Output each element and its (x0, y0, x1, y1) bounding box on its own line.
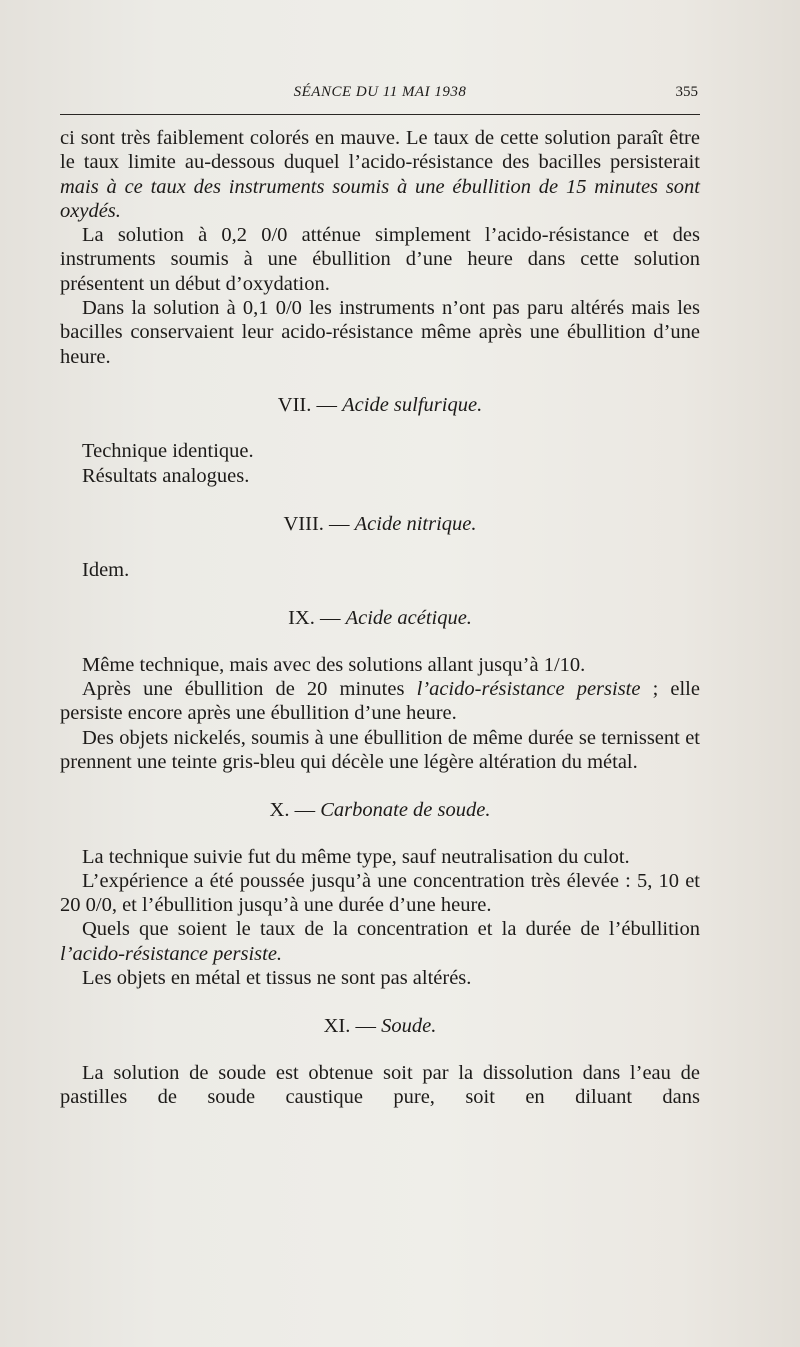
paragraph (60, 917, 700, 966)
section-title: Acide nitrique. (354, 512, 477, 535)
section-number: IX. — (288, 607, 346, 630)
paragraph: L’expérience a été poussée jusqu’à une concentration très élevée : 5, 10 et 20 0/0, et l’ébullition jusqu’à une durée d’une heure. (60, 869, 700, 917)
header-rule (60, 114, 700, 115)
paragraph: Idem. (82, 559, 130, 582)
paragraph-italic-text: l’acido-résistance persiste. (60, 942, 283, 965)
paragraph-text: ; elle persiste encore après une ébullition d’une heure. (60, 678, 700, 725)
section-heading-x (60, 798, 700, 822)
section-heading-viii (60, 512, 700, 536)
paragraph: Même technique, mais avec des solutions allant jusqu’à 1/10. (82, 653, 586, 676)
section-heading-ix (60, 606, 700, 630)
section-title: Soude. (381, 1015, 437, 1038)
paragraph: Technique identique. (82, 440, 254, 463)
section-heading-vii (60, 393, 700, 417)
paragraph: Des objets nickelés, soumis à une ébullition de même durée se ternissent et prennent une teinte gris-bleu qui décèle une légère altération du métal. (60, 726, 700, 773)
paragraph-text: Après une ébullition de 20 minutes (82, 678, 417, 701)
section-number: XI. — (323, 1015, 382, 1038)
paragraph: La solution de soude est obtenue soit par la dissolution dans l’eau de pastilles de soude caustique pure, soit en diluant dans (60, 1061, 700, 1108)
section-title: Acide acétique. (345, 607, 472, 630)
section-heading-xi (60, 1014, 700, 1038)
section-number: VII. — (277, 393, 343, 416)
paragraph: La solution à 0,2 0/0 atténue simplement l’acido-résistance et des instruments soumis à une ébullition d’une heure dans cette solution présentent un début d’oxydation. (60, 224, 700, 295)
section-number: VIII. — (283, 512, 355, 535)
running-header (60, 82, 700, 108)
paragraph (60, 677, 700, 726)
paragraph-continuation (60, 126, 700, 223)
running-title: SÉANCE DU 11 MAI 1938 (293, 84, 467, 100)
paragraph: La technique suivie fut du même type, sauf neutralisation du culot. (82, 845, 630, 868)
paragraph: Résultats analogues. (82, 464, 250, 487)
paragraph-text: Quels que soient le taux de la concentration et la durée de l’ébullition (82, 918, 700, 941)
section-number: X. — (269, 799, 321, 822)
page-body (60, 126, 700, 1109)
paragraph-text: ci sont très faiblement colorés en mauve. Le taux de cette solution paraît être le taux limite au-dessous duquel l’acido-résistance des bacilles persisterait (60, 127, 700, 174)
section-title: Acide sulfurique. (342, 393, 483, 416)
paragraph: Dans la solution à 0,1 0/0 les instruments n’ont pas paru altérés mais les bacilles conservaient leur acido-résistance même après une ébullition d’une heure. (60, 297, 700, 368)
paragraph-italic-text: l’acido-résistance persiste (416, 678, 641, 701)
paragraph: Les objets en métal et tissus ne sont pas altérés. (82, 967, 472, 990)
page-number: 355 (675, 84, 698, 100)
paragraph-italic-text: mais à ce taux des instruments soumis à une ébullition de 15 minutes sont oxydés. (60, 175, 700, 222)
section-title: Carbonate de soude. (320, 799, 491, 822)
